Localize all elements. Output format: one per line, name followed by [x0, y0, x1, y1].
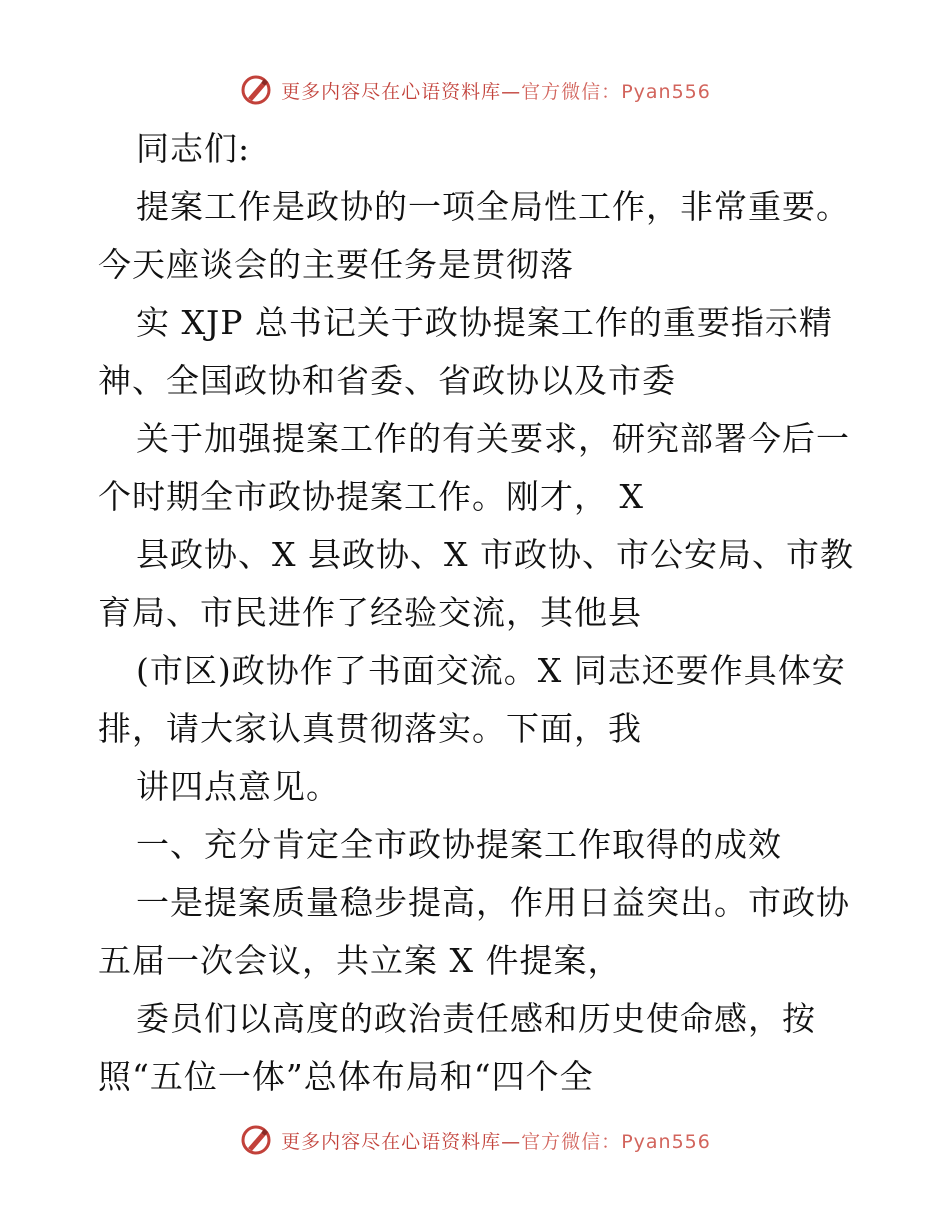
paragraph-line: 育局、市民进作了经验交流，其他县	[98, 593, 642, 632]
paragraph-line: 个时期全市政协提案工作。刚才， X	[98, 477, 644, 516]
paragraph-line: 关于加强提案工作的有关要求，研究部署今后一	[136, 419, 850, 458]
paragraph-line: 今天座谈会的主要任务是贯彻落	[98, 245, 574, 284]
paragraph-line: 提案工作是政协的一项全局性工作，非常重要。	[136, 187, 850, 226]
paragraph-line: 五届一次会议，共立案 X 件提案，	[98, 941, 622, 980]
pen-logo-icon	[239, 1123, 273, 1157]
paragraph-line: 县政协、X 县政协、X 市政协、市公安局、市教	[136, 535, 854, 574]
paragraph-line: (市区)政协作了书面交流。X 同志还要作具体安	[136, 651, 846, 690]
header-banner	[0, 70, 950, 110]
pen-logo-icon	[239, 73, 273, 107]
section-heading: 一、充分肯定全市政协提案工作取得的成效	[136, 825, 782, 864]
banner-text: 更多内容尽在心语资料库—官方微信：Pyan556	[281, 80, 711, 103]
document-body	[98, 120, 858, 1106]
footer-banner	[0, 1120, 950, 1160]
paragraph-line: 照“五位一体”总体布局和“四个全	[98, 1057, 594, 1096]
paragraph-line: 一是提案质量稳步提高，作用日益突出。市政协	[136, 883, 850, 922]
paragraph-line: 实 XJP 总书记关于政协提案工作的重要指示精	[136, 303, 833, 342]
paragraph-line: 委员们以高度的政治责任感和历史使命感，按	[136, 999, 816, 1038]
paragraph-line: 神、全国政协和省委、省政协以及市委	[98, 361, 676, 400]
paragraph-line: 排，请大家认真贯彻落实。下面，我	[98, 709, 642, 748]
paragraph-line: 讲四点意见。	[136, 767, 340, 806]
banner-text: 更多内容尽在心语资料库—官方微信：Pyan556	[281, 1130, 711, 1153]
paragraph-line: 同志们:	[136, 129, 251, 168]
